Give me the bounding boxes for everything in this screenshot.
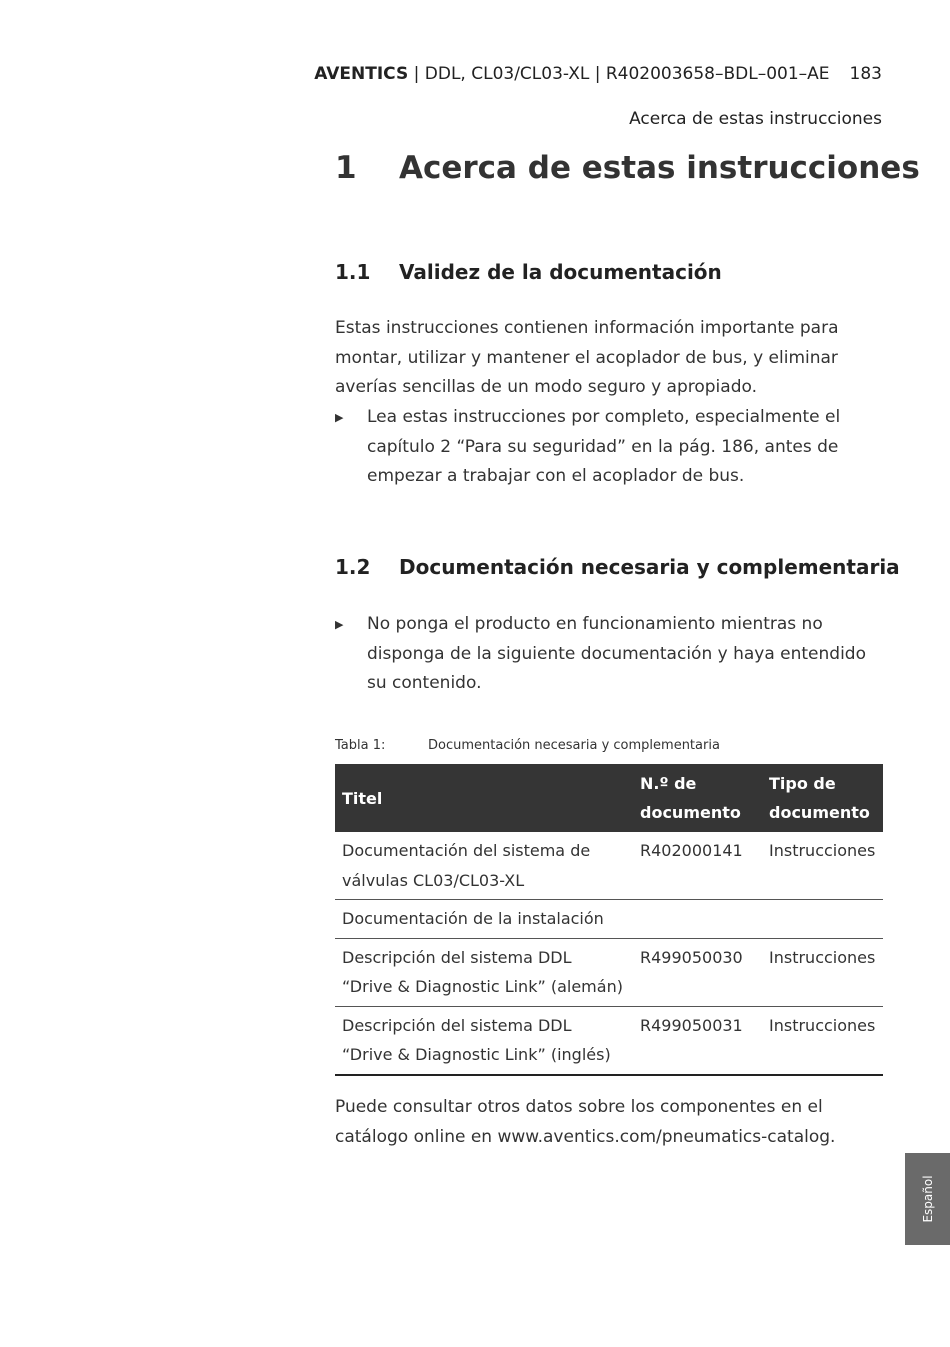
- section-heading-1-2: [335, 553, 900, 581]
- table-cell: Instrucciones: [762, 1006, 883, 1075]
- catalog-paragraph: Puede consultar otros datos sobre los componentes en el catálogo online en www.aventics.com/pneumatics-catalog.: [335, 1097, 836, 1147]
- table-cell: [633, 900, 762, 939]
- table-row: [335, 900, 883, 939]
- section-number: 1.2: [335, 555, 371, 579]
- table-header-cell: N.º de documento: [633, 764, 762, 832]
- triangle-right-icon: ▶: [335, 411, 344, 424]
- table-header-cell: Titel: [335, 764, 633, 832]
- table-caption: [335, 736, 720, 756]
- table-cell: [762, 900, 883, 939]
- bullet-text: No ponga el producto en funcionamiento mientras no disponga de la siguiente documentación y haya entendido su contenido.: [367, 614, 866, 694]
- validity-paragraph: Estas instrucciones contienen información importante para montar, utilizar y mantener el acoplador de bus, y eliminar averías sencillas de un modo seguro y apropiado.: [335, 318, 839, 398]
- table-row: [335, 1006, 883, 1075]
- table-cell: Instrucciones: [762, 832, 883, 900]
- page-number: 183: [849, 64, 882, 84]
- bullet-item: [335, 610, 883, 699]
- triangle-right-icon: ▶: [335, 618, 344, 631]
- brand-name: AVENTICS: [314, 64, 409, 84]
- table-header-cell: Tipo de documento: [762, 764, 883, 832]
- section-heading-1-1: [335, 258, 722, 286]
- section-title: Documentación necesaria y complementaria: [399, 555, 900, 579]
- table-caption-text: Documentación necesaria y complementaria: [428, 738, 720, 753]
- chapter-number: 1: [335, 150, 357, 186]
- table-cell: Instrucciones: [762, 938, 883, 1006]
- table-header-row: [335, 764, 883, 832]
- table-cell: Documentación de la instalación: [335, 900, 633, 939]
- document-info: | DDL, CL03/CL03-XL | R402003658–BDL–001–AE: [408, 64, 830, 84]
- documentation-table: [335, 764, 883, 1076]
- table-cell: Documentación del sistema de válvulas CL03/CL03-XL: [335, 832, 633, 900]
- table-row: [335, 832, 883, 900]
- language-tab: [905, 1153, 950, 1245]
- table-cell: Descripción del sistema DDL “Drive & Diagnostic Link” (alemán): [335, 938, 633, 1006]
- table-row: [335, 938, 883, 1006]
- chapter-title: Acerca de estas instrucciones: [399, 150, 920, 186]
- running-section-title: Acerca de estas instrucciones: [629, 109, 882, 129]
- table-cell: R499050031: [633, 1006, 762, 1075]
- language-tab-label: Español: [920, 1175, 935, 1223]
- table-cell: R402000141: [633, 832, 762, 900]
- table-cell: Descripción del sistema DDL “Drive & Diagnostic Link” (inglés): [335, 1006, 633, 1075]
- chapter-heading: [335, 148, 920, 188]
- table-caption-label: Tabla 1:: [335, 738, 386, 753]
- section-title: Validez de la documentación: [399, 260, 722, 284]
- bullet-item: [335, 403, 883, 492]
- running-header: [314, 62, 882, 86]
- section-number: 1.1: [335, 260, 371, 284]
- bullet-text: Lea estas instrucciones por completo, especialmente el capítulo 2 “Para su seguridad” en la pág. 186, antes de empezar a trabajar con el acoplador de bus.: [367, 407, 841, 487]
- table-cell: R499050030: [633, 938, 762, 1006]
